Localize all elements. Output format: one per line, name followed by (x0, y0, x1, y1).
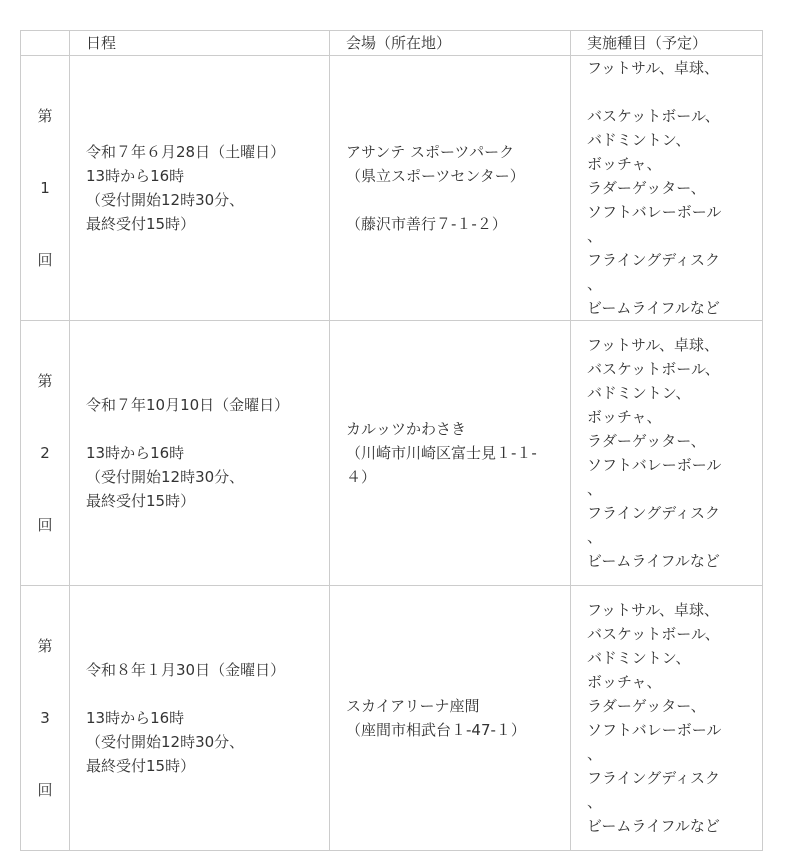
header-venue: 会場（所在地） (330, 31, 571, 56)
header-events: 実施種目（予定） (571, 31, 763, 56)
table-row (21, 56, 763, 321)
venue-cell: アサンテ スポーツパーク （県立スポーツセンター） （藤沢市善行７-１-２） (330, 56, 571, 321)
round-label-prefix: 第 (37, 637, 53, 655)
events-cell: フットサル、卓球、 バスケットボール、 バドミントン、 ボッチャ、 ラダーゲッター、 ソフトバレーボール 、 フライングディスク 、 ビームライフルなど (571, 321, 763, 586)
schedule-table (20, 30, 763, 851)
round-label-prefix: 第 (37, 107, 53, 125)
venue-cell: カルッツかわさき （川崎市川崎区富士見１-１-４） (330, 321, 571, 586)
round-number: 1 (40, 179, 50, 197)
round-number: 2 (40, 444, 50, 462)
round-label-suffix: 回 (37, 251, 53, 269)
events-cell: フットサル、卓球、 バスケットボール、 バドミントン、 ボッチャ、 ラダーゲッター、 ソフトバレーボール 、 フライングディスク 、 ビームライフルなど (571, 56, 763, 321)
table-row (21, 321, 763, 586)
venue-cell: スカイアリーナ座間 （座間市相武台１-47-１） (330, 586, 571, 851)
round-cell (21, 56, 70, 321)
date-cell: 令和７年10月10日（金曜日） 13時から16時 （受付開始12時30分、 最終受付15時） (70, 321, 330, 586)
header-row (21, 31, 763, 56)
date-cell: 令和７年６月28日（土曜日） 13時から16時 （受付開始12時30分、 最終受付15時） (70, 56, 330, 321)
round-label-prefix: 第 (37, 372, 53, 390)
header-round (21, 31, 70, 56)
header-date: 日程 (70, 31, 330, 56)
round-cell (21, 586, 70, 851)
round-number: 3 (40, 709, 50, 727)
events-cell: フットサル、卓球、 バスケットボール、 バドミントン、 ボッチャ、 ラダーゲッター、 ソフトバレーボール 、 フライングディスク 、 ビームライフルなど (571, 586, 763, 851)
round-label-suffix: 回 (37, 781, 53, 799)
date-cell: 令和８年１月30日（金曜日） 13時から16時 （受付開始12時30分、 最終受付15時） (70, 586, 330, 851)
round-cell (21, 321, 70, 586)
round-label-suffix: 回 (37, 516, 53, 534)
table-row (21, 586, 763, 851)
